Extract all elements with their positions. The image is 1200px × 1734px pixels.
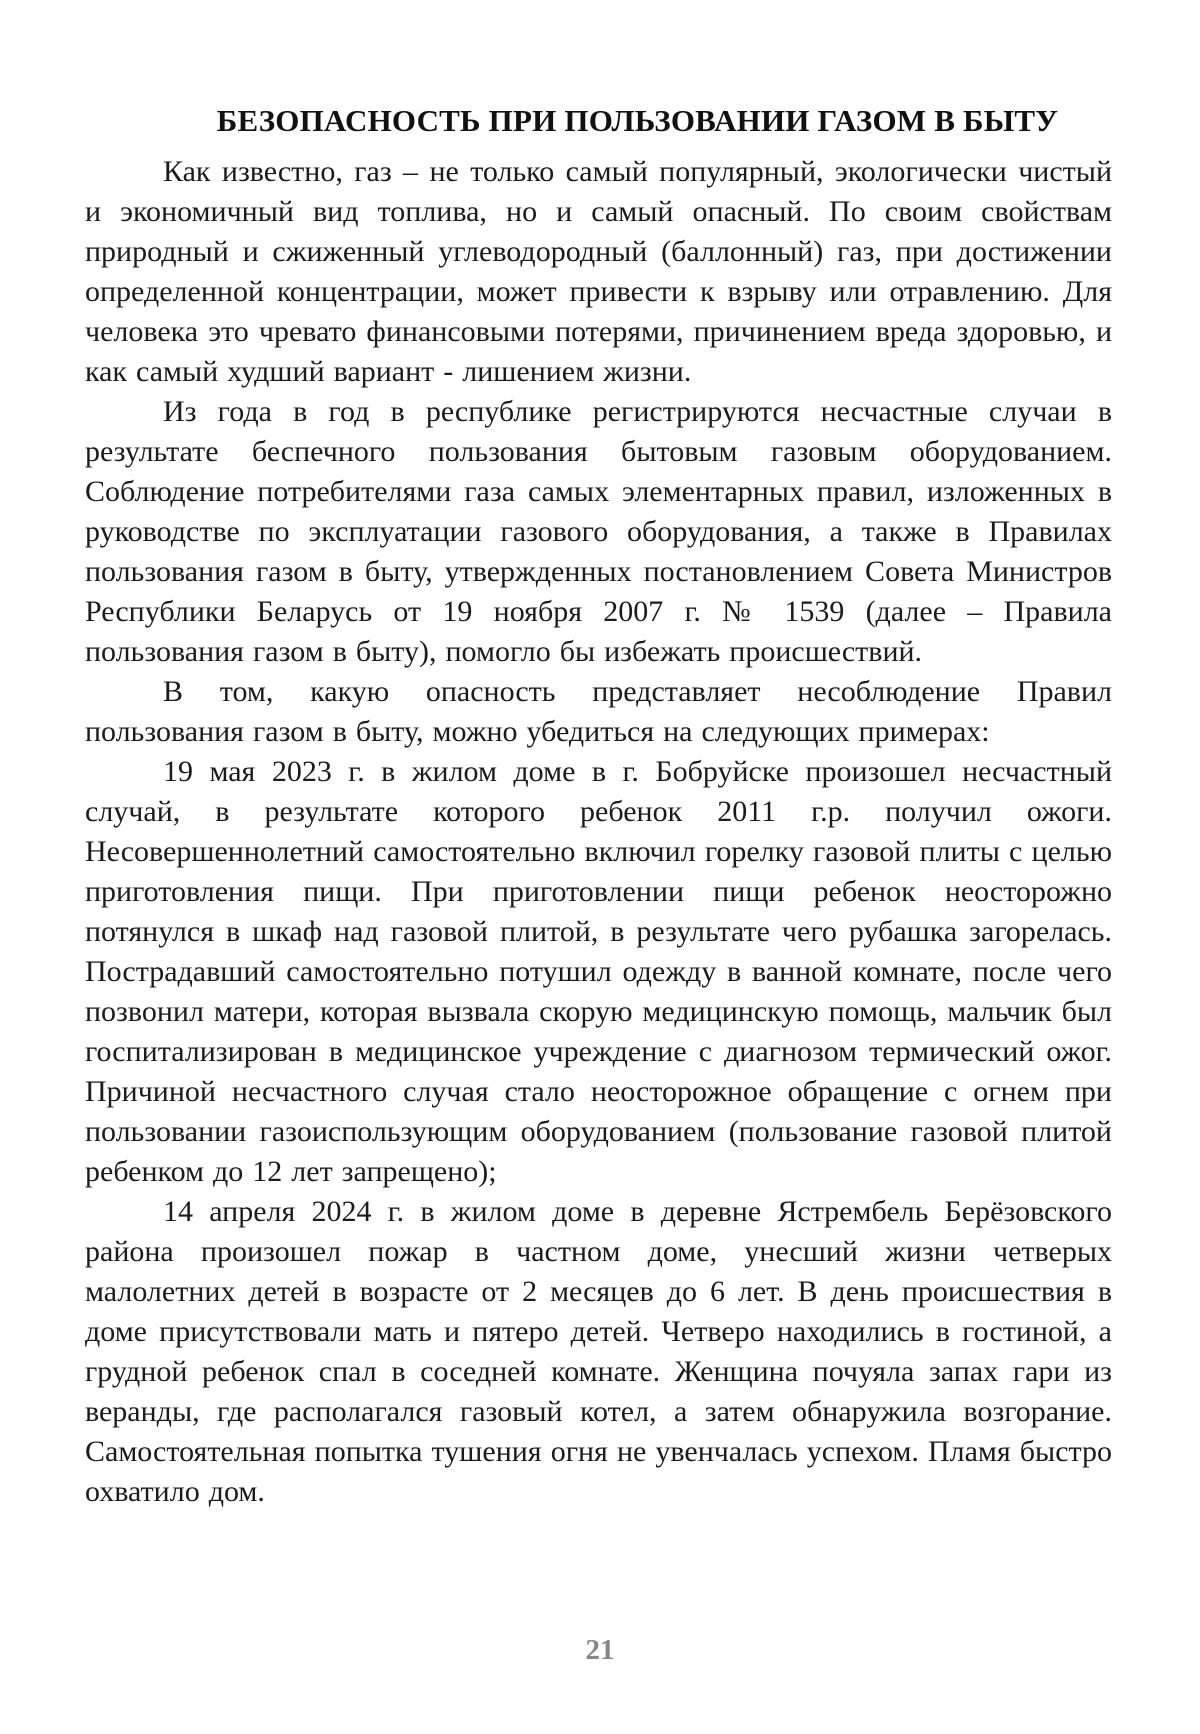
paragraph-examples-lead-in: В том, какую опасность представляет несоблюдение Правил пользования газом в быту, можно убедиться на следующих примерах: [85,675,1112,748]
paragraph-case-yastrembel-2024: 14 апреля 2024 г. в жилом доме в деревне Ястрембель Берёзовского района произошел пожар в частном доме, унесший жизни четверых малолетних детей в возрасте от 2 месяцев до 6 лет. В день происшествия в доме присутствовали мать и пятеро детей. Четверо находились в гостиной, а грудной ребенок спал в соседней комнате. Женщина почуяла запах гари из веранды, где располагался газовый котел, а затем обнаружила возгорание. Самостоятельная попытка тушения огня не увенчалась успехом. Пламя быстро охватило дом. [85,1195,1112,1508]
paragraph-case-bobruisk-2023: 19 мая 2023 г. в жилом доме в г. Бобруйске произошел несчастный случай, в результате которого ребенок 2011 г.р. получил ожоги. Несовершеннолетний самостоятельно включил горелку газовой плиты с целью приготовления пищи. При приготовлении пищи ребенок неосторожно потянулся в шкаф над газовой плитой, в результате чего рубашка загорелась. Пострадавший самостоятельно потушил одежду в ванной комнате, после чего позвонил матери, которая вызвала скорую медицинскую помощь, мальчик был госпитализирован в медицинское учреждение с диагнозом термический ожог. Причиной несчастного случая стало неосторожное обращение с огнем при пользовании газоиспользующим оборудованием (пользование газовой плитой ребенком до 12 лет запрещено); [85,755,1112,1188]
page-title: БЕЗОПАСНОСТЬ ПРИ ПОЛЬЗОВАНИИ ГАЗОМ В БЫТУ [216,103,1059,138]
paragraph-intro-gas-danger: Как известно, газ – не только самый популярный, экологически чистый и экономичный вид топлива, но и самый опасный. По своим свойствам природный и сжиженный углеводородный (баллонный) газ, при достижении определенной концентрации, может привести к взрыву или отравлению. Для человека это чревато финансовыми потерями, причинением вреда здоровью, и как самый худший вариант - лишением жизни. [85,155,1112,388]
page-number: 21 [585,1634,615,1666]
paragraph-rules-regulation: Из года в год в республике регистрируются несчастные случаи в результате беспечного пользования бытовым газовым оборудованием. Соблюдение потребителями газа самых элементарных правил, изложенных в руководстве по эксплуатации газового оборудования, а также в Правилах пользования газом в быту, утвержденных постановлением Совета Министров Республики Беларусь от 19 ноября 2007 г. № 1539 (далее – Правила пользования газом в быту), помогло бы избежать происшествий. [85,395,1112,668]
text-column [85,100,1112,1512]
